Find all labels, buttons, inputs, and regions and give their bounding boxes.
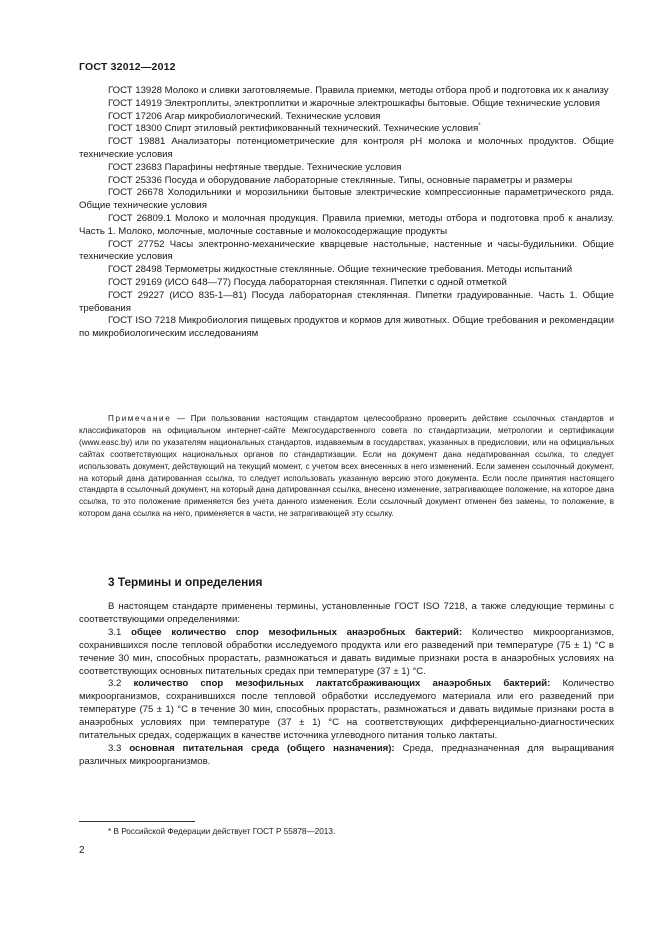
reference-item: ГОСТ 29227 (ИСО 835-1—81) Посуда лабораторная стеклянная. Пипетки градуированные. Часть 1. Общие требования — [79, 289, 614, 314]
reference-item: ГОСТ 14919 Электроплиты, электроплитки и жарочные электрошкафы бытовые. Общие технические условия — [108, 97, 600, 109]
term-name: основная питательная среда (общего назначения): — [129, 742, 395, 754]
reference-item: ГОСТ ISO 7218 Микробиология пищевых продуктов и кормов для животных. Общие требования и рекомендации по микробиологическим исследованиям — [79, 315, 614, 340]
note-block — [79, 413, 614, 520]
term-number: 3.2 — [108, 678, 122, 690]
reference-item: ГОСТ 27752 Часы электронно-механические кварцевые настольные, настенные и часы-будильники. Общие технические условия — [79, 238, 614, 263]
reference-item: ГОСТ 26809.1 Молоко и молочная продукция. Правила приемки, методы отбора и подготовка проб к анализу. Часть 1. Молоко, молочные, молочные составные и молокосодержащие продукты — [79, 212, 614, 237]
note-text: — При пользовании настоящим стандартом целесообразно проверить действие ссылочных стандартов и классификаторов на официальном интернет-сайте Межгосударственного совета по стандартизации, метрологии и сертификации (www.easc.by) или по указателям национальных стандартов, издаваемым в государствах, указанных в предисловии, или на официальных сайтах соответствующих национальных органов по стандартизации. Если на документ дана недатированная ссылка, то следует использовать документ, действующий на текущий момент, с учетом всех внесенных в него изменений. Если заменен ссылочный документ, на который дана датированная ссылка, то следует использовать указанную версию этого документа. Если после принятия настоящего стандарта в ссылочный документ, на который дана датированная ссылка, внесено изменение, затрагивающее положение, на которое дана ссылка, то это положение применяется без учета данного изменения. Если ссылочный документ отменен без замены, то положение, в котором дана ссылка на него, применяется в части, не затрагивающей эту ссылку. — [79, 414, 614, 519]
note-label: Примечание — [108, 414, 172, 423]
reference-item — [79, 123, 614, 136]
reference-item: ГОСТ 19881 Анализаторы потенциометрические для контроля pH молока и молочных продуктов. Общие технические условия — [79, 136, 614, 160]
reference-item: ГОСТ 25336 Посуда и оборудование лабораторные стеклянные. Типы, основные параметры и размеры — [108, 174, 573, 186]
reference-item: ГОСТ 23683 Парафины нефтяные твердые. Технические условия — [108, 161, 402, 173]
section-title: 3 Термины и определения — [108, 575, 263, 589]
term-item — [79, 678, 614, 743]
term-definition: Среда, предназначенная для выращивания различных микроорганизмов. — [79, 742, 614, 767]
reference-text: ГОСТ 18300 Спирт этиловый ректификованный технический. Технические условия — [108, 123, 479, 135]
term-number: 3.1 — [108, 626, 122, 638]
term-name: количество спор мезофильных лактатсбраживающих анаэробных бактерий: — [133, 678, 551, 690]
document-header: ГОСТ 32012—2012 — [79, 61, 176, 73]
term-item — [79, 743, 614, 769]
normative-references-list — [79, 85, 614, 341]
reference-item: ГОСТ 26678 Холодильники и морозильники бытовые электрические компрессионные параметрического ряда. Общие технические условия — [79, 187, 614, 212]
reference-item: ГОСТ 13928 Молоко и сливки заготовляемые. Правила приемки, методы отбора проб и подготовка их к анализу — [108, 85, 609, 96]
term-name: общее количество спор мезофильных анаэробных бактерий: — [131, 626, 463, 638]
reference-item: ГОСТ 17206 Агар микробиологический. Технические условия — [108, 110, 381, 122]
term-definition: Количество микроорганизмов, сохранившихся после тепловой обработки исследуемого продукта или его разведений при температуре (75 ± 1) °С в течение 30 мин, способных прорастать, размножаться и давать видимые признаки роста в анаэробных условиях на соответствующих основных питательных средах при температуре (37 ± 1) °С. — [79, 626, 614, 677]
section-intro: В настоящем стандарте применены термины, установленные ГОСТ ISO 7218, а также следующие термины с соответствующими определениями: — [79, 601, 614, 625]
page-number: 2 — [79, 845, 85, 856]
footnote-divider — [79, 821, 195, 822]
footnote-marker: * — [478, 123, 481, 130]
terms-list — [79, 601, 614, 769]
term-definition: Количество микроорганизмов, сохранившихся после тепловой обработки исследуемого материала или его разведений при температуре (75 ± 1) °С в течение 30 мин, способных прорастать, размножаться и давать видимые признаки роста в анаэробных условиях при температуре (37 ± 1) °С на соответствующих дифференциально-диагностических питательных средах, содержащих в качестве источника углеводного питания только лактаты. — [79, 678, 614, 742]
reference-item: ГОСТ 28498 Термометры жидкостные стеклянные. Общие технические требования. Методы испытаний — [108, 264, 573, 276]
footnote: * В Российской Федерации действует ГОСТ Р 55878—2013. — [108, 827, 336, 836]
reference-item: ГОСТ 29169 (ИСО 648—77) Посуда лабораторная стеклянная. Пипетки с одной отметкой — [108, 276, 507, 288]
term-item — [79, 627, 614, 679]
note-paragraph — [79, 413, 614, 520]
term-number: 3.3 — [108, 742, 122, 754]
